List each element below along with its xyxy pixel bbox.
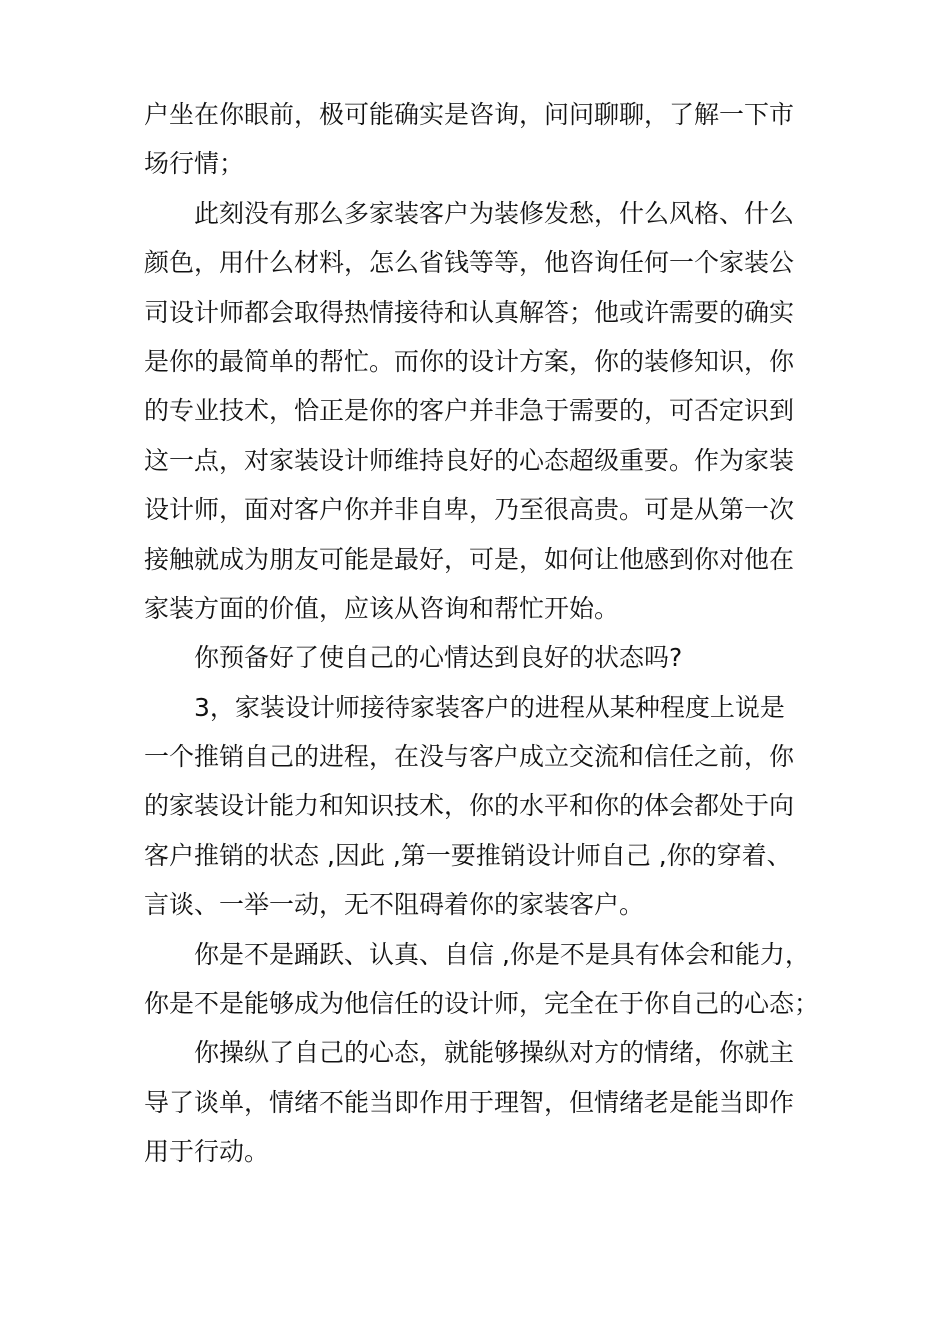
text-line: 家装方面的价值，应该从咨询和帮忙开始。 — [144, 593, 620, 623]
text-line: 这一点，对家装设计师维持良好的心态超级重要。作为家装 — [144, 445, 795, 475]
text-line: 你预备好了使自己的心情达到良好的状态吗? — [194, 643, 683, 673]
text-line: 一个推销自己的进程，在没与客户成立交流和信任之前，你 — [144, 742, 795, 772]
text-line: 是你的最简单的帮忙。而你的设计方案，你的装修知识，你 — [144, 346, 795, 376]
text-line: 客户推销的状态 ,因此 ,第一要推销设计师自己 ,你的穿着、 — [144, 840, 792, 870]
text-line: 你操纵了自己的心态，就能够操纵对方的情绪，你就主 — [194, 1038, 795, 1068]
text-line: 3，家装设计师接待家装客户的进程从某种程度上说是 — [194, 692, 785, 722]
text-line: 言谈、一举一动，无不阻碍着你的家装客户。 — [144, 890, 645, 920]
text-line: 场行情； — [144, 149, 245, 179]
text-line: 接触就成为朋友可能是最好，可是，如何让他感到你对他在 — [144, 544, 795, 574]
text-line: 的家装设计能力和知识技术，你的水平和你的体会都处于向 — [144, 791, 795, 821]
text-line: 司设计师都会取得热情接待和认真解答；他或许需要的确实 — [144, 297, 795, 327]
text-line: 导了谈单，情绪不能当即作用于理智，但情绪老是能当即作 — [144, 1087, 795, 1117]
text-line: 的专业技术，恰正是你的客户并非急于需要的，可否定识到 — [144, 396, 795, 426]
text-line: 用于行动。 — [144, 1137, 270, 1167]
text-line: 设计师，面对客户你并非自卑，乃至很高贵。可是从第一次 — [144, 495, 795, 525]
text-line: 颜色，用什么材料，怎么省钱等等，他咨询任何一个家装公 — [144, 248, 795, 278]
text-line: 你是不是踊跃、认真、自信 ,你是不是具有体会和能力， — [194, 939, 810, 969]
text-line: 你是不是能够成为他信任的设计师，完全在于你自己的心态； — [144, 989, 820, 1019]
body-text — [144, 90, 834, 1177]
text-line: 户坐在你眼前，极可能确实是咨询，问问聊聊，了解一下市 — [144, 100, 795, 129]
text-line: 此刻没有那么多家装客户为装修发愁，什么风格、什么 — [194, 198, 795, 228]
